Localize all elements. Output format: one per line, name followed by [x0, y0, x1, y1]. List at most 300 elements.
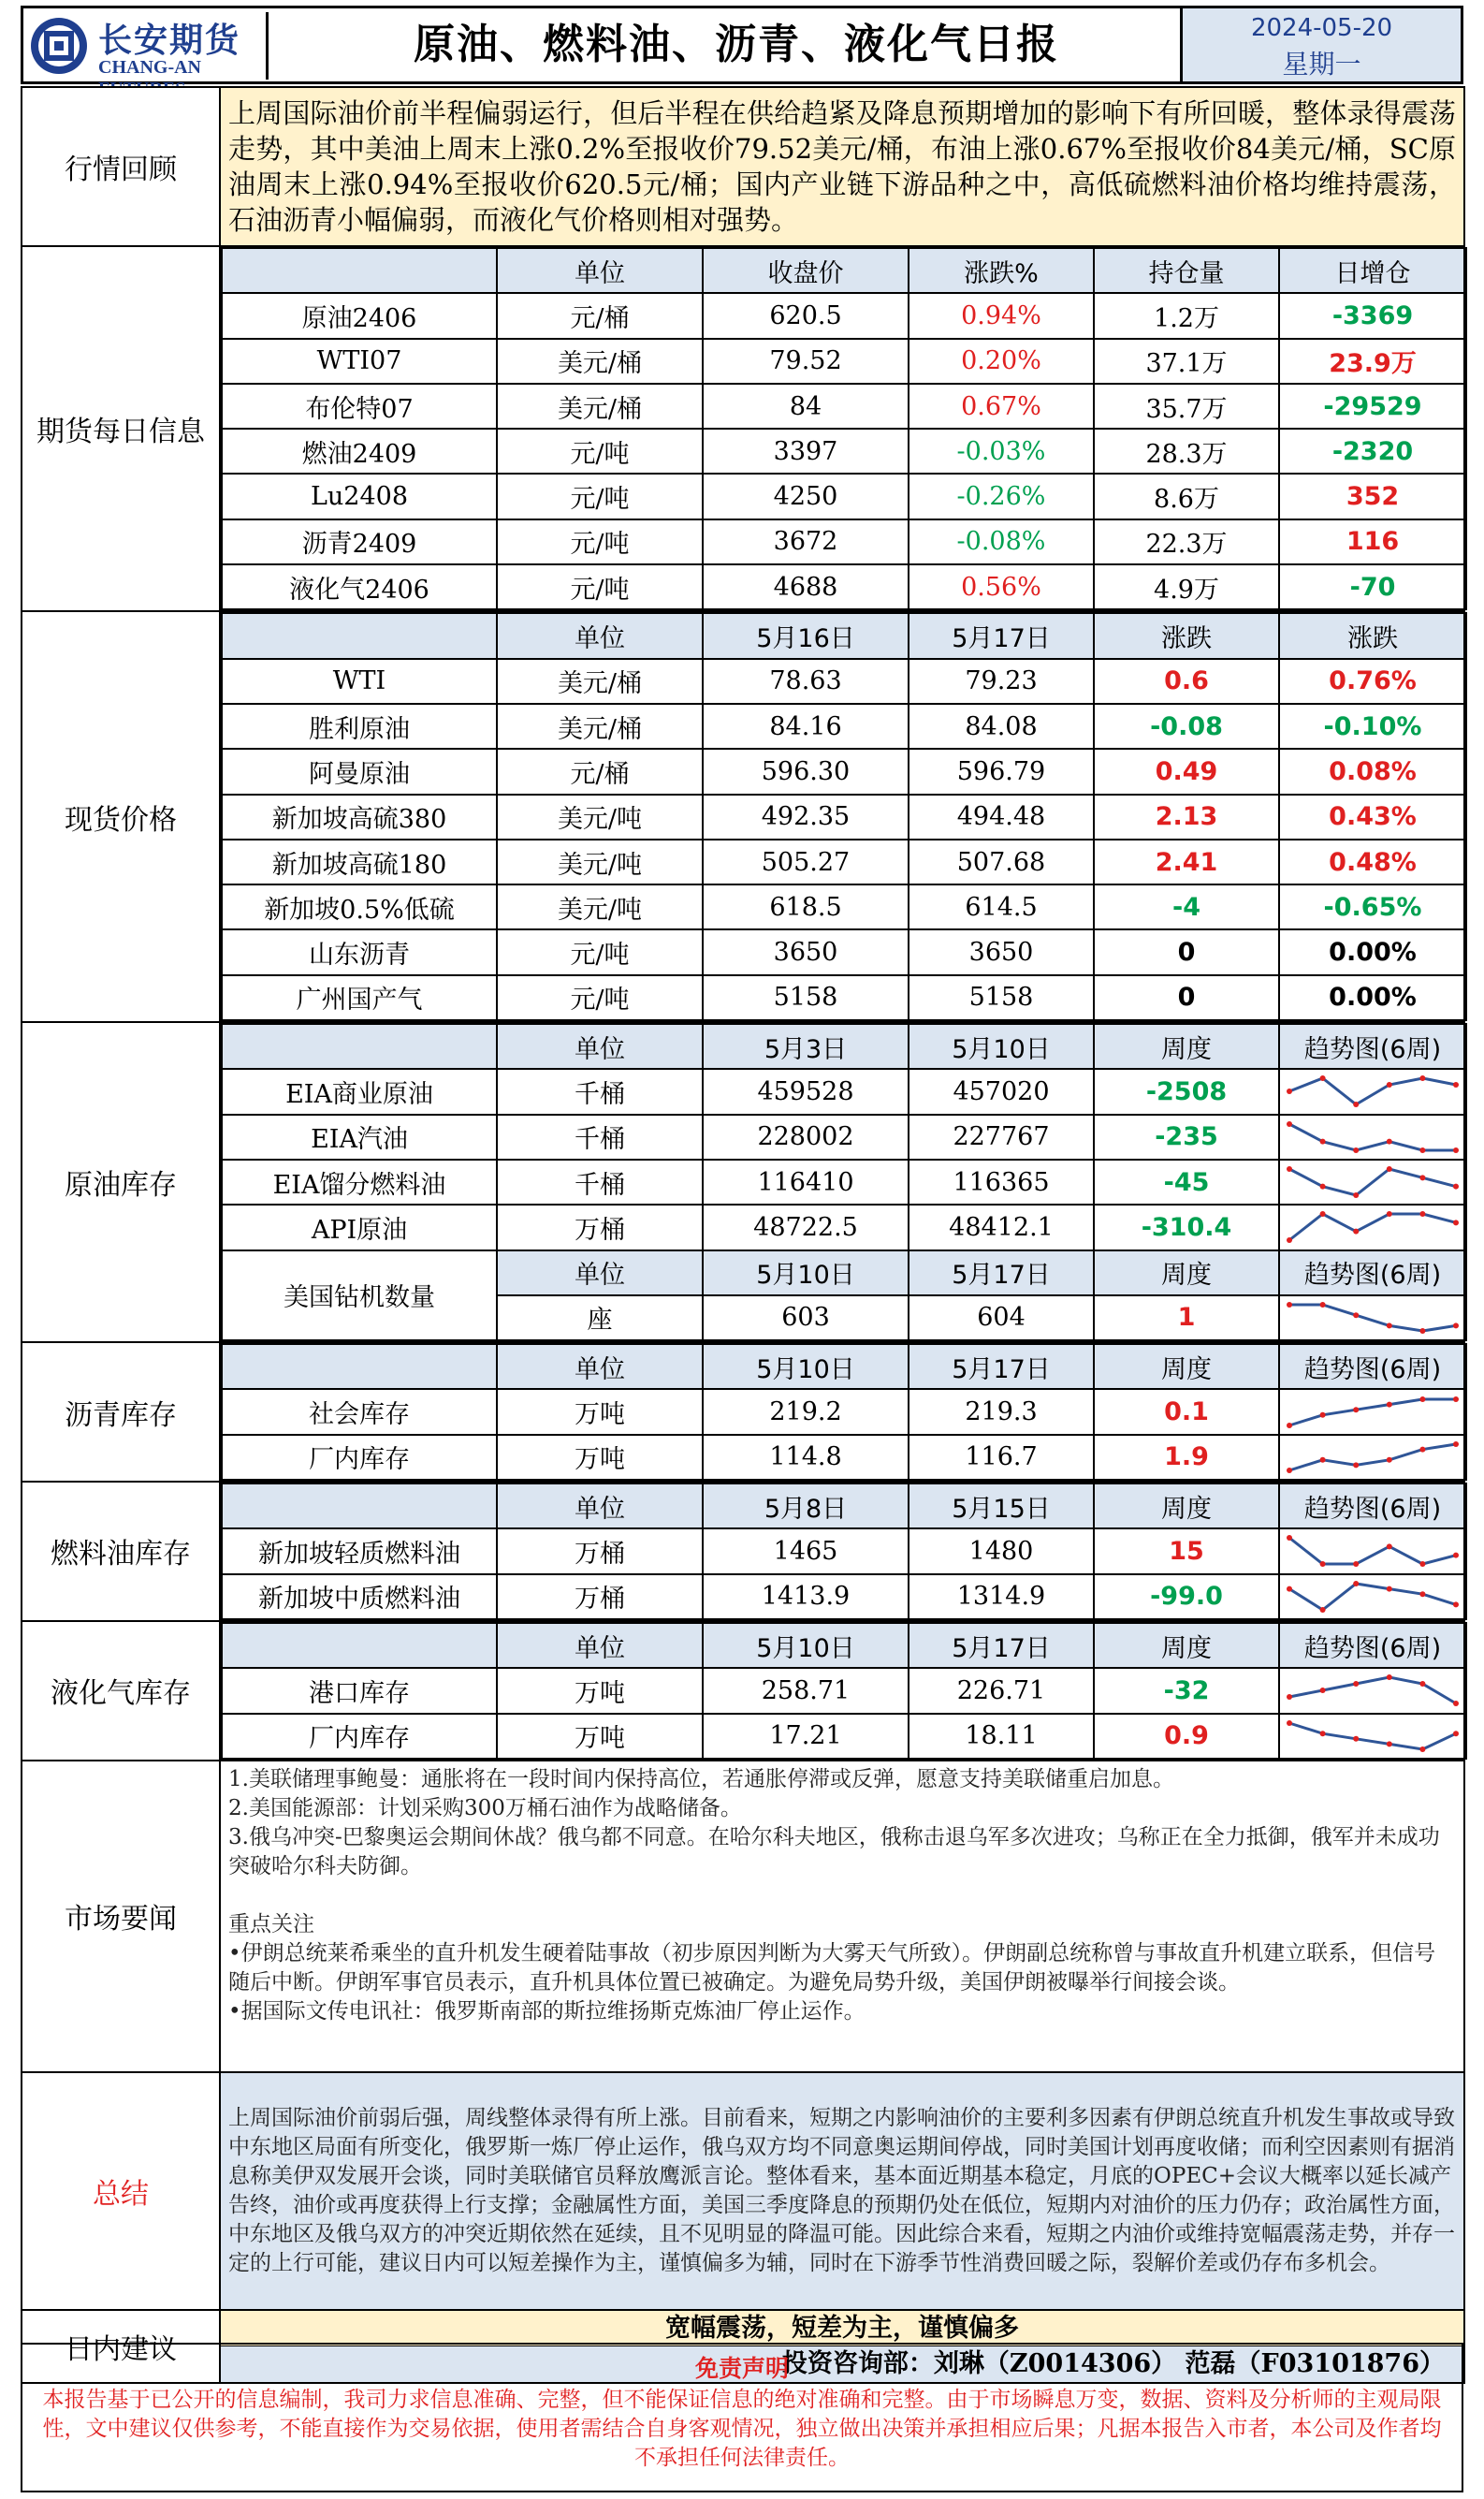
report-date: 2024-05-20: [1250, 14, 1393, 42]
value-week1: 603: [703, 1295, 909, 1340]
contract-name: 沥青2409: [222, 519, 497, 564]
trend-point: [1287, 1166, 1292, 1172]
price-day2: 494.48: [909, 795, 1094, 840]
inventory-name: EIA汽油: [222, 1115, 497, 1160]
price-day2: 5158: [909, 975, 1094, 1020]
trend-cell: [1279, 1205, 1466, 1250]
summary-cell: [220, 2072, 1464, 2310]
trend-point: [1353, 1192, 1359, 1198]
trend-line: [1289, 1305, 1456, 1331]
inventory-name: 社会库存: [222, 1389, 497, 1434]
spot-header-4: 涨跌: [1094, 613, 1279, 658]
unit: 万吨: [497, 1668, 703, 1713]
trend-point: [1387, 1166, 1392, 1172]
trend-point: [1353, 1462, 1359, 1468]
trend-point: [1387, 1082, 1392, 1088]
rig-header-2: 5月10日: [703, 1250, 909, 1295]
trend-point: [1353, 1102, 1359, 1107]
unit: 万吨: [497, 1389, 703, 1434]
news-cell: [220, 1761, 1464, 2072]
brand-name-cn: 长安期货: [98, 22, 241, 60]
spot-name: 阿曼原油: [222, 749, 497, 794]
crude-row: [222, 1205, 1466, 1250]
trend-point: [1453, 1184, 1459, 1190]
spot-name: 新加坡高硫180: [222, 840, 497, 884]
trend-cell: [1279, 1389, 1466, 1434]
crude-header-1: 单位: [497, 1024, 703, 1069]
asphalt-row: [222, 1435, 1466, 1480]
unit: 美元/桶: [497, 339, 703, 384]
trend-point: [1353, 1147, 1359, 1153]
unit: 美元/吨: [497, 795, 703, 840]
section-label-lpg-inventory: 液化气库存: [22, 1621, 220, 1761]
trend-sparkline: [1284, 1299, 1462, 1337]
spot-header-0: [222, 613, 497, 658]
news-item: •据国际文传电讯社：俄罗斯南部的斯拉维扬斯克炼油厂停止运作。: [228, 1998, 866, 2024]
open-interest: 35.7万: [1094, 384, 1279, 429]
trend-point: [1353, 1229, 1359, 1235]
trend-point: [1419, 1446, 1425, 1452]
trend-point: [1453, 1441, 1459, 1447]
close-price: 3672: [703, 519, 909, 564]
unit: 万桶: [497, 1574, 703, 1619]
fuel-header-2: 5月8日: [703, 1483, 909, 1528]
section-label-fuel-inventory: 燃料油库存: [22, 1482, 220, 1621]
price-change-pct: -0.65%: [1279, 884, 1466, 929]
price-change-pct: 0.48%: [1279, 840, 1466, 884]
price-change: -0.08: [1094, 704, 1279, 749]
trend-point: [1419, 1147, 1425, 1153]
price-day1: 78.63: [703, 659, 909, 704]
price-day1: 492.35: [703, 795, 909, 840]
unit: 美元/桶: [497, 659, 703, 704]
trend-point: [1387, 1323, 1392, 1328]
trend-cell: [1279, 1435, 1466, 1480]
trend-point: [1320, 1302, 1326, 1308]
contract-name: 液化气2406: [222, 564, 497, 609]
price-change-pct: 0.00%: [1279, 975, 1466, 1020]
inventory-name: 厂内库存: [222, 1714, 497, 1759]
trend-cell: [1279, 1574, 1466, 1619]
futures-header-5: 日增仓: [1279, 248, 1466, 293]
unit: 千桶: [497, 1160, 703, 1205]
unit: 元/吨: [497, 975, 703, 1020]
summary-text: 上周国际油价前弱后强，周线整体录得有所上涨。目前看来，短期之内影响油价的主要利多因素有伊朗总统直升机发生事故或导致中东地区局面有所变化，俄罗斯一炼厂停止运作，俄乌双方均不同意奥运期间停战，同时美国计划再度收储；而利空因素则有据消息称美伊双发展开会谈，同时美联储官员释放鹰派言论。整体看来，基本面近期基本稳定，月底的OPEC+会议大概率以延长减产告终，油价或再度获得上行支撑；金融属性方面，美国三季度降息的预期仍处在低位，短期内对油价的压力仍存；政治属性方面，中东地区及俄乌双方的冲突近期依然在延续，且不见明显的降温可能。因此综合来看，短期之内油价或维持宽幅震荡走势，并存一定的上行可能，建议日内可以短差操作为主，谨慎偏多为辅，同时在下游季节性消费回暖之际，裂解价差或仍存布多机会。: [228, 2105, 1455, 2275]
futures-header-4: 持仓量: [1094, 248, 1279, 293]
crude-header-2: 5月3日: [703, 1024, 909, 1069]
trend-sparkline: [1284, 1118, 1462, 1156]
fuel-header-5: 趋势图(6周): [1279, 1483, 1466, 1528]
price-change-pct: 0.08%: [1279, 749, 1466, 794]
trend-point: [1387, 1674, 1392, 1680]
value-week2: 604: [909, 1295, 1094, 1340]
unit: 元/吨: [497, 474, 703, 519]
price-change: 0: [1094, 975, 1279, 1020]
unit: 元/吨: [497, 564, 703, 609]
crude-row: [222, 1069, 1466, 1114]
trend-line: [1289, 1214, 1456, 1240]
value-week1: 219.2: [703, 1389, 909, 1434]
trend-sparkline: [1284, 1394, 1462, 1431]
inventory-name: EIA馏分燃料油: [222, 1160, 497, 1205]
trend-line: [1289, 1399, 1456, 1425]
value-week1: 459528: [703, 1069, 909, 1114]
unit: 座: [497, 1295, 703, 1340]
report-grid: [21, 86, 1465, 2384]
crude-header-0: [222, 1024, 497, 1069]
open-interest: 8.6万: [1094, 474, 1279, 519]
spot-name: 广州国产气: [222, 975, 497, 1020]
price-change: 0.49: [1094, 749, 1279, 794]
trend-point: [1419, 1175, 1425, 1180]
price-day2: 507.68: [909, 840, 1094, 884]
futures-row: [222, 339, 1466, 384]
lpg-header-2: 5月10日: [703, 1623, 909, 1668]
change-pct: -0.03%: [909, 429, 1094, 474]
price-day1: 505.27: [703, 840, 909, 884]
trend-sparkline: [1284, 1073, 1462, 1110]
value-week2: 227767: [909, 1115, 1094, 1160]
futures-header-1: 单位: [497, 248, 703, 293]
open-interest: 1.2万: [1094, 293, 1279, 338]
trend-sparkline: [1284, 1578, 1462, 1615]
trend-point: [1287, 1586, 1292, 1591]
price-day2: 3650: [909, 929, 1094, 974]
trend-cell: [1279, 1295, 1466, 1340]
trend-point: [1387, 1741, 1392, 1746]
weekly-change: -2508: [1094, 1069, 1279, 1114]
report-title: 原油、燃料油、沥青、液化气日报: [414, 21, 1059, 68]
asphalt-header-0: [222, 1344, 497, 1389]
trend-point: [1320, 1457, 1326, 1463]
futures-header-2: 收盘价: [703, 248, 909, 293]
spot-row: [222, 975, 1466, 1020]
asphalt-row: [222, 1389, 1466, 1434]
value-week2: 116.7: [909, 1435, 1094, 1480]
open-interest: 4.9万: [1094, 564, 1279, 609]
trend-point: [1287, 1423, 1292, 1428]
fuel-header-3: 5月15日: [909, 1483, 1094, 1528]
asphalt-inventory-table: [221, 1343, 1467, 1481]
trend-point: [1453, 1553, 1459, 1558]
asphalt-header-5: 趋势图(6周): [1279, 1344, 1466, 1389]
rig-header-row: [222, 1250, 1466, 1295]
trend-point: [1320, 1688, 1326, 1693]
price-day2: 79.23: [909, 659, 1094, 704]
price-change: 2.41: [1094, 840, 1279, 884]
spot-row: [222, 884, 1466, 929]
trend-point: [1419, 1075, 1425, 1081]
open-interest: 28.3万: [1094, 429, 1279, 474]
trend-point: [1287, 1089, 1292, 1094]
asphalt-header-3: 5月17日: [909, 1344, 1094, 1389]
price-day2: 596.79: [909, 749, 1094, 794]
trend-point: [1320, 1138, 1326, 1144]
weekly-change: -99.0: [1094, 1574, 1279, 1619]
spot-row: [222, 929, 1466, 974]
trend-sparkline: [1284, 1439, 1462, 1476]
contract-name: 布伦特07: [222, 384, 497, 429]
spot-header-5: 涨跌: [1279, 613, 1466, 658]
fuel-inventory-table: [221, 1483, 1467, 1620]
trend-line: [1289, 1124, 1456, 1150]
futures-table: [221, 247, 1467, 610]
trend-point: [1453, 1220, 1459, 1226]
price-change: 2.13: [1094, 795, 1279, 840]
daily-oi-change: 352: [1279, 474, 1466, 519]
futures-row: [222, 429, 1466, 474]
review-cell: [220, 87, 1464, 246]
spot-header-3: 5月17日: [909, 613, 1094, 658]
value-week1: 17.21: [703, 1714, 909, 1759]
spot-header-1: 单位: [497, 613, 703, 658]
weekly-change: -32: [1094, 1668, 1279, 1713]
unit: 元/吨: [497, 929, 703, 974]
trend-point: [1353, 1581, 1359, 1586]
unit: 万吨: [497, 1435, 703, 1480]
disclaimer-title: 免责声明: [694, 2355, 789, 2382]
trend-point: [1353, 1735, 1359, 1741]
trend-point: [1320, 1561, 1326, 1567]
daily-oi-change: -3369: [1279, 293, 1466, 338]
trend-point: [1320, 1731, 1326, 1736]
unit: 元/桶: [497, 749, 703, 794]
crude-header-row: [222, 1024, 1466, 1069]
section-label-crude-inventory: 原油库存: [22, 1022, 220, 1342]
lpg-row: [222, 1714, 1466, 1759]
spot-row: [222, 795, 1466, 840]
disclaimer: [21, 2343, 1463, 2492]
value-week2: 219.3: [909, 1389, 1094, 1434]
trend-point: [1387, 1586, 1392, 1591]
price-change: -4: [1094, 884, 1279, 929]
trend-line: [1289, 1078, 1456, 1104]
futures-header-3: 涨跌%: [909, 248, 1094, 293]
futures-row: [222, 474, 1466, 519]
trend-cell: [1279, 1115, 1466, 1160]
asphalt-header-1: 单位: [497, 1344, 703, 1389]
trend-point: [1353, 1312, 1359, 1318]
trend-point: [1419, 1211, 1425, 1217]
trend-cell: [1279, 1069, 1466, 1114]
change-pct: -0.26%: [909, 474, 1094, 519]
trend-point: [1419, 1746, 1425, 1752]
daily-oi-change: -2320: [1279, 429, 1466, 474]
lpg-header-3: 5月17日: [909, 1623, 1094, 1668]
lpg-header-4: 周度: [1094, 1623, 1279, 1668]
brand-logo-icon: [29, 16, 89, 76]
fuel-header-1: 单位: [497, 1483, 703, 1528]
news-item: [228, 1881, 1456, 1910]
price-day2: 84.08: [909, 704, 1094, 749]
futures-row: [222, 384, 1466, 429]
value-week2: 48412.1: [909, 1205, 1094, 1250]
trend-cell: [1279, 1160, 1466, 1205]
section-label-futures: 期货每日信息: [22, 246, 220, 611]
trend-cell: [1279, 1668, 1466, 1713]
spot-header-row: [222, 613, 1466, 658]
lpg-header-5: 趋势图(6周): [1279, 1623, 1466, 1668]
change-pct: 0.67%: [909, 384, 1094, 429]
trend-point: [1453, 1082, 1459, 1088]
trend-point: [1419, 1561, 1425, 1567]
weekly-change: -235: [1094, 1115, 1279, 1160]
change-pct: 0.20%: [909, 339, 1094, 384]
trend-line: [1289, 1538, 1456, 1564]
value-week1: 48722.5: [703, 1205, 909, 1250]
inventory-name: 新加坡轻质燃料油: [222, 1528, 497, 1573]
trend-point: [1453, 1323, 1459, 1328]
trend-point: [1287, 1694, 1292, 1700]
inventory-name: 港口库存: [222, 1668, 497, 1713]
crude-header-3: 5月10日: [909, 1024, 1094, 1069]
fuel-inventory-cell: [220, 1482, 1464, 1621]
section-label-asphalt-inventory: 沥青库存: [22, 1342, 220, 1482]
section-label-spot: 现货价格: [22, 611, 220, 1022]
spot-name: 新加坡0.5%低硫: [222, 884, 497, 929]
brand-logo: [27, 12, 269, 80]
trend-point: [1453, 1731, 1459, 1736]
futures-header-0: [222, 248, 497, 293]
trend-point: [1387, 1457, 1392, 1463]
trend-line: [1289, 1444, 1456, 1470]
futures-row: [222, 519, 1466, 564]
trend-point: [1387, 1544, 1392, 1550]
daily-oi-change: -29529: [1279, 384, 1466, 429]
trend-point: [1320, 1411, 1326, 1417]
futures-cell: [220, 246, 1464, 611]
inventory-name: 新加坡中质燃料油: [222, 1574, 497, 1619]
weekly-change: 15: [1094, 1528, 1279, 1573]
price-change-pct: 0.00%: [1279, 929, 1466, 974]
daily-oi-change: -70: [1279, 564, 1466, 609]
value-week1: 258.71: [703, 1668, 909, 1713]
spot-name: 新加坡高硫380: [222, 795, 497, 840]
asphalt-header-row: [222, 1344, 1466, 1389]
weekly-change: 0.1: [1094, 1389, 1279, 1434]
advice-text: 宽幅震荡，短差为主，谨慎偏多: [221, 2311, 1463, 2346]
trend-point: [1419, 1591, 1425, 1597]
unit: 千桶: [497, 1069, 703, 1114]
unit: 万桶: [497, 1528, 703, 1573]
inventory-name: API原油: [222, 1205, 497, 1250]
contract-name: 燃油2409: [222, 429, 497, 474]
change-pct: 0.56%: [909, 564, 1094, 609]
trend-sparkline: [1284, 1672, 1462, 1709]
value-week1: 116410: [703, 1160, 909, 1205]
trend-cell: [1279, 1528, 1466, 1573]
price-change-pct: -0.10%: [1279, 704, 1466, 749]
trend-point: [1419, 1396, 1425, 1402]
fuel-header-0: [222, 1483, 497, 1528]
trend-point: [1419, 1681, 1425, 1687]
unit: 元/吨: [497, 429, 703, 474]
trend-line: [1289, 1677, 1456, 1703]
trend-point: [1387, 1138, 1392, 1144]
value-week2: 457020: [909, 1069, 1094, 1114]
close-price: 620.5: [703, 293, 909, 338]
trend-point: [1287, 1468, 1292, 1473]
trend-point: [1320, 1607, 1326, 1613]
value-week2: 226.71: [909, 1668, 1094, 1713]
crude-header-5: 趋势图(6周): [1279, 1024, 1466, 1069]
brand-name-en: CHANG-AN: [98, 57, 201, 78]
spot-name: 胜利原油: [222, 704, 497, 749]
contract-name: WTI07: [222, 339, 497, 384]
trend-sparkline: [1284, 1163, 1462, 1201]
trend-sparkline: [1284, 1717, 1462, 1755]
trend-point: [1419, 1328, 1425, 1334]
crude-row: [222, 1115, 1466, 1160]
lpg-header-1: 单位: [497, 1623, 703, 1668]
trend-point: [1287, 1237, 1292, 1243]
weekly-change: -310.4: [1094, 1205, 1279, 1250]
value-week2: 1480: [909, 1528, 1094, 1573]
spot-row: [222, 749, 1466, 794]
trend-point: [1320, 1075, 1326, 1081]
price-change-pct: 0.76%: [1279, 659, 1466, 704]
trend-point: [1320, 1184, 1326, 1190]
rig-header-5: 趋势图(6周): [1279, 1250, 1466, 1295]
price-change: 0.6: [1094, 659, 1279, 704]
daily-oi-change: 116: [1279, 519, 1466, 564]
value-week1: 1413.9: [703, 1574, 909, 1619]
analyst-contact: 投资咨询部：刘琳（Z0014306） 范磊（F03101876）: [221, 2346, 1463, 2382]
price-day2: 614.5: [909, 884, 1094, 929]
crude-inventory-table: [221, 1023, 1467, 1341]
contract-name: 原油2406: [222, 293, 497, 338]
value-week2: 18.11: [909, 1714, 1094, 1759]
lpg-row: [222, 1668, 1466, 1713]
value-week2: 116365: [909, 1160, 1094, 1205]
lpg-header-0: [222, 1623, 497, 1668]
trend-point: [1453, 1601, 1459, 1607]
trend-point: [1287, 1720, 1292, 1726]
asphalt-inventory-cell: [220, 1342, 1464, 1482]
value-week2: 1314.9: [909, 1574, 1094, 1619]
inventory-name: 厂内库存: [222, 1435, 497, 1480]
futures-header-row: [222, 248, 1466, 293]
futures-row: [222, 564, 1466, 609]
price-change: 0: [1094, 929, 1279, 974]
trend-sparkline: [1284, 1532, 1462, 1570]
price-day1: 84.16: [703, 704, 909, 749]
date-box: [1180, 8, 1461, 81]
news-item: 3.俄乌冲突-巴黎奥运会期间休战？俄乌都不同意。在哈尔科夫地区，俄称击退乌军多次进攻；乌称正在全力抵御，俄军并未成功突破哈尔科夫防御。: [228, 1824, 1440, 1878]
lpg-inventory-table: [221, 1622, 1467, 1760]
asphalt-header-2: 5月10日: [703, 1344, 909, 1389]
trend-point: [1287, 1121, 1292, 1127]
rig-count-name: 美国钻机数量: [222, 1250, 497, 1341]
open-interest: 22.3万: [1094, 519, 1279, 564]
open-interest: 37.1万: [1094, 339, 1279, 384]
section-label-advice: 日内建议: [22, 2310, 220, 2383]
review-text: 上周国际油价前半程偏弱运行，但后半程在供给趋紧及降息预期增加的影响下有所回暖，整体录得震荡走势，其中美油上周末上涨0.2%至报收价79.52美元/桶，布油上涨0.67%至报收价84美元/桶，SC原油周末上涨0.94%至报收价620.5元/桶；国内产业链下游品种之中，高低硫燃料油价格均维持震荡，石油沥青小幅偏弱，而液化气价格则相对强势。: [228, 97, 1456, 236]
news-list: [221, 1761, 1463, 2030]
weekly-change: 0.9: [1094, 1714, 1279, 1759]
trend-point: [1387, 1401, 1392, 1407]
report-header: [21, 6, 1463, 84]
section-label-summary: 总结: [22, 2072, 220, 2310]
spot-header-2: 5月16日: [703, 613, 909, 658]
contract-name: Lu2408: [222, 474, 497, 519]
fuel-header-4: 周度: [1094, 1483, 1279, 1528]
section-label-news: 市场要闻: [22, 1761, 220, 2072]
price-day1: 596.30: [703, 749, 909, 794]
trend-point: [1453, 1701, 1459, 1706]
trend-point: [1453, 1396, 1459, 1402]
change-pct: 0.94%: [909, 293, 1094, 338]
